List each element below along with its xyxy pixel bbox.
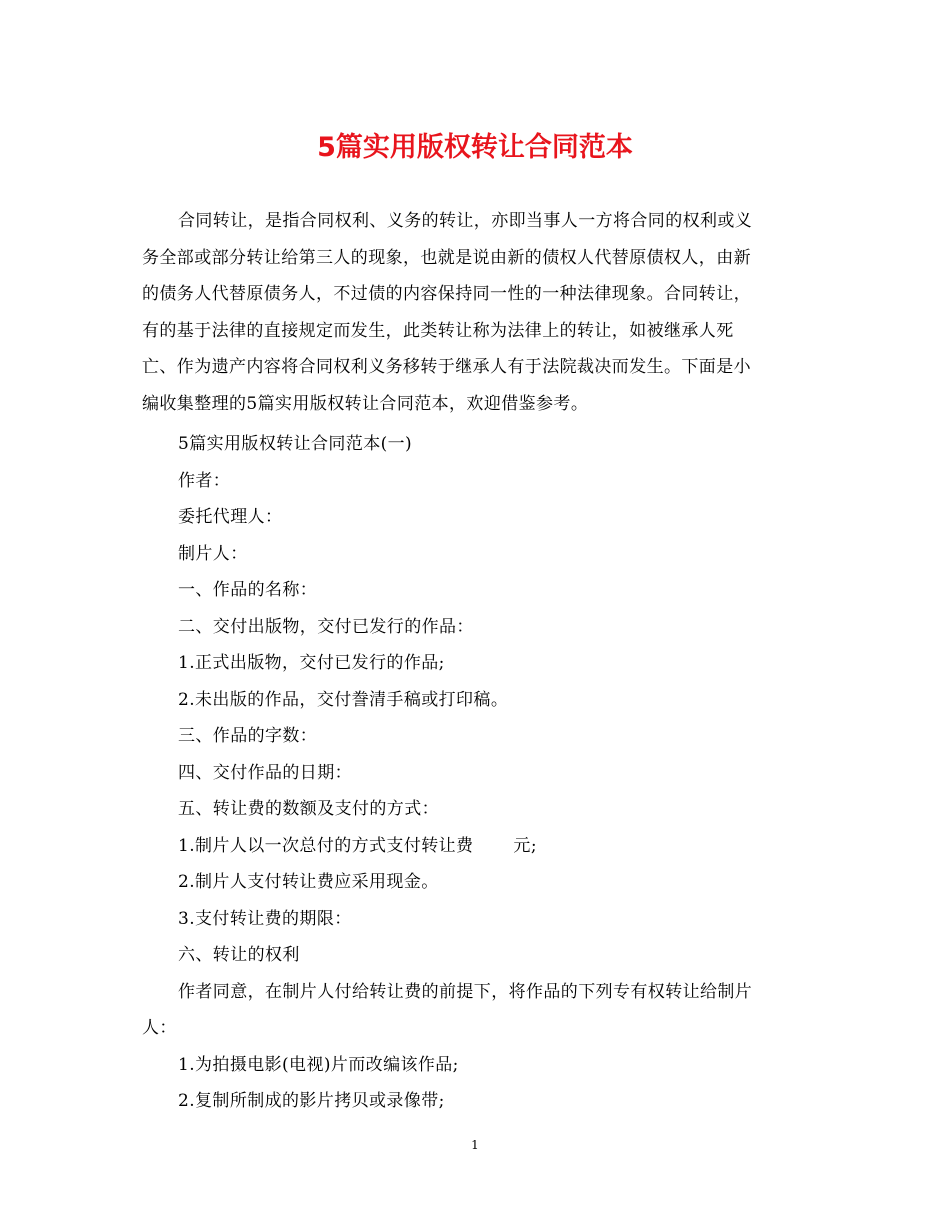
contract-body: [142, 426, 802, 1120]
fee-item-suffix: 元;: [513, 835, 537, 856]
list-item: 2.制片人支付转让费应采用现金。: [178, 872, 439, 892]
list-item: 制片人：: [178, 543, 248, 564]
list-item: 1.为拍摄电影(电视)片而改编该作品;: [178, 1054, 459, 1075]
fee-item: [142, 828, 802, 865]
list-item: 四、交付作品的日期：: [178, 762, 352, 783]
section-heading: 5篇实用版权转让合同范本(一): [178, 434, 413, 454]
intro-line: 合同转让，是指合同权利、义务的转让，亦即当事人一方将合同的权利或义: [178, 211, 753, 231]
list-item: 三、作品的字数：: [178, 726, 318, 746]
list-item: 委托代理人：: [178, 507, 283, 527]
intro-line: 编收集整理的5篇实用版权转让合同范本，欢迎借鉴参考。: [142, 393, 589, 414]
list-item: 二、交付出版物，交付已发行的作品：: [178, 616, 474, 637]
rights-paragraph-line: 作者同意，在制片人付给转让费的前提下，将作品的下列专有权转让给制片: [178, 981, 753, 1002]
list-item: 2.未出版的作品，交付誊清手稿或打印稿。: [178, 689, 509, 710]
list-item: 1.正式出版物，交付已发行的作品;: [178, 653, 445, 673]
intro-line: 有的基于法律的直接规定而发生，此类转让称为法律上的转让，如被继承人死: [142, 320, 734, 341]
list-item: 作者：: [178, 470, 231, 491]
intro-line: 亡、作为遗产内容将合同权利义务移转于继承人有于法院裁决而发生。下面是小: [142, 357, 751, 377]
intro-line: 务全部或部分转让给第三人的现象，也就是说由新的债权人代替原债权人，由新: [142, 247, 751, 268]
document-title: 5篇实用版权转让合同范本: [317, 132, 633, 163]
list-item: 3.支付转让费的期限：: [178, 908, 352, 929]
list-item: 五、转让费的数额及支付的方式：: [178, 799, 439, 819]
page-number: 1: [471, 1138, 479, 1152]
intro-line: 的债务人代替原债务人，不过债的内容保持同一性的一种法律现象。合同转让，: [142, 284, 751, 304]
section-heading: 六、转让的权利: [178, 945, 300, 965]
rights-paragraph-line: 人：: [142, 1018, 177, 1038]
intro-paragraph: [142, 203, 802, 422]
list-item: 2.复制所制成的影片拷贝或录像带;: [178, 1091, 445, 1111]
fee-item-prefix: 1.制片人以一次总付的方式支付转让费: [178, 835, 474, 856]
list-item: 一、作品的名称：: [178, 580, 318, 600]
